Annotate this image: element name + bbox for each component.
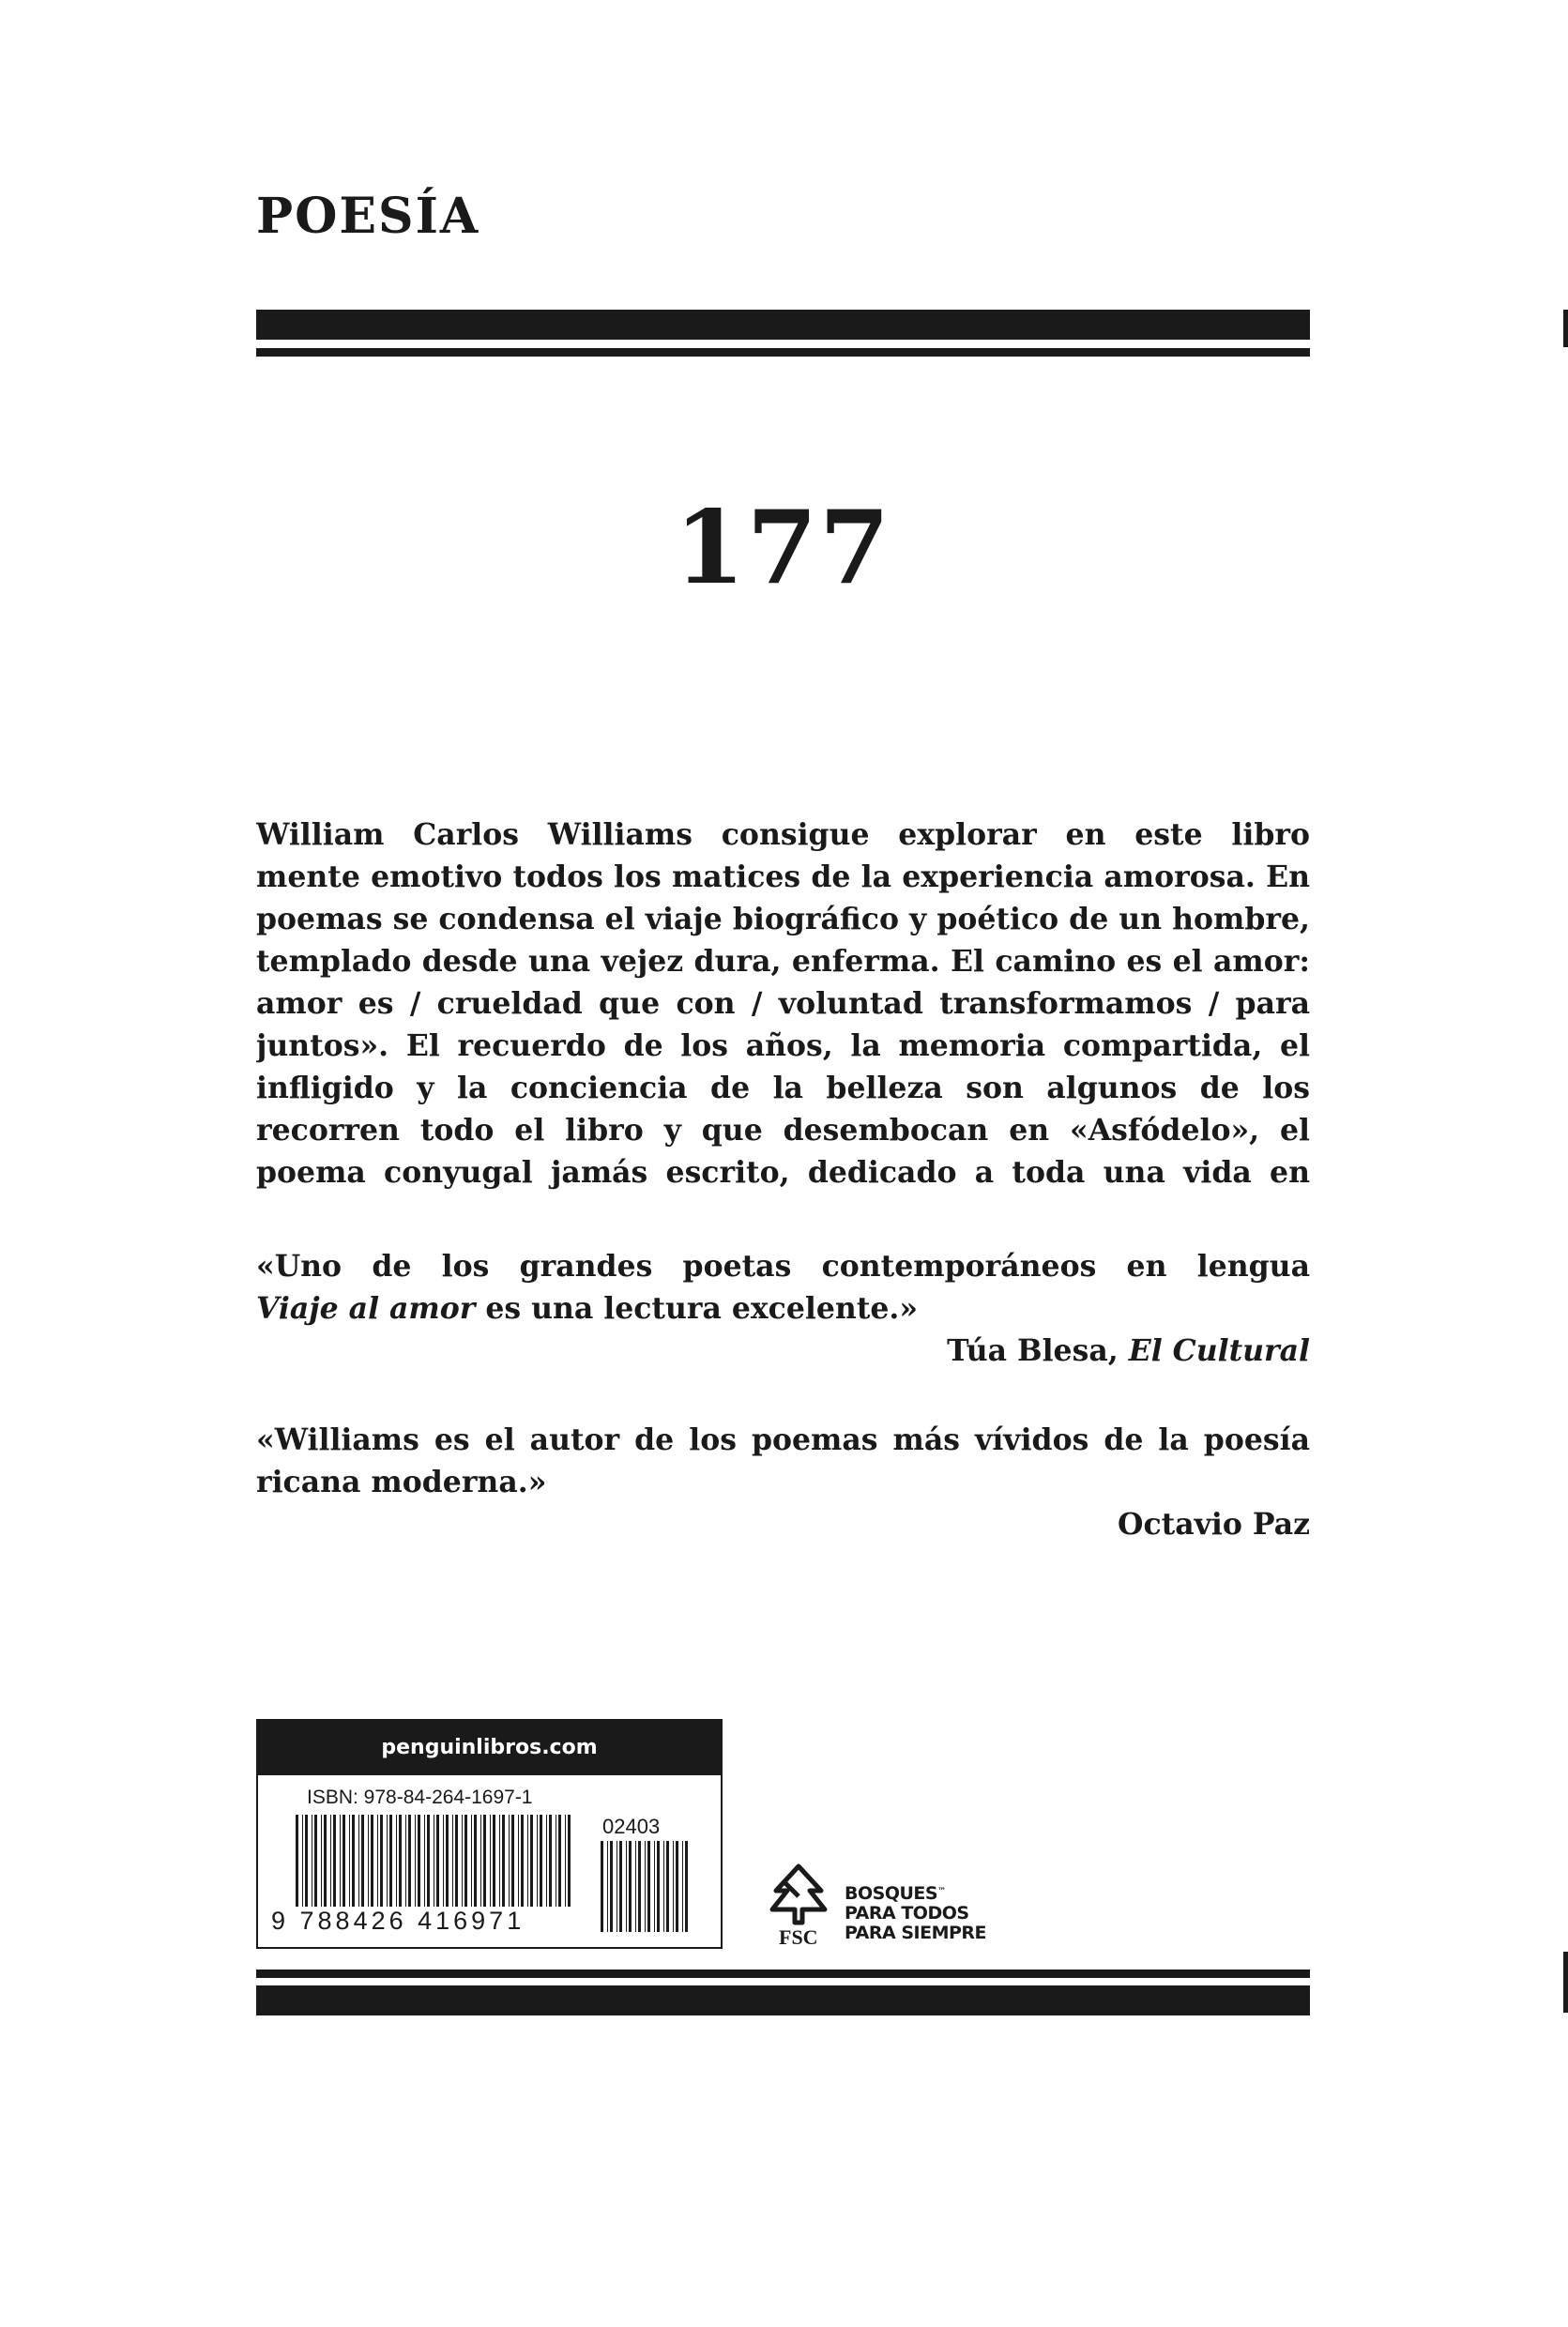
quote-text: es una lectura excelente.» <box>475 1291 919 1326</box>
trim-mark <box>1563 310 1568 347</box>
blurb-line: juntos». El recuerdo de los años, la memoria compartida, el <box>256 1028 1310 1063</box>
quote-line <box>256 1287 1310 1330</box>
review-quote-1 <box>256 1245 1310 1372</box>
quote-line: «Uno de los grandes poetas contemporáneos en lengua <box>256 1249 1310 1284</box>
blurb-line: amor es / crueldad que con / voluntad transformamos / para <box>256 986 1310 1021</box>
isbn-text: ISBN: 978-84-264-1697-1 <box>307 1787 533 1808</box>
top-rule-thin <box>256 348 1310 357</box>
series-number: 177 <box>674 489 892 607</box>
quote-author: Túa Blesa, <box>947 1333 1129 1368</box>
quote-book-title: Viaje al amor <box>256 1291 476 1326</box>
top-rule-thick <box>256 310 1310 340</box>
addon-code: 02403 <box>602 1815 661 1838</box>
fsc-line: PARA TODOS <box>845 1903 969 1924</box>
bottom-rule-thin <box>256 1970 1310 1978</box>
blurb-line: templado desde una vejez dura, enferma. El camino es el amor: <box>256 944 1310 979</box>
bottom-rule-thick <box>256 1985 1310 2015</box>
fsc-slogan <box>845 1884 986 1943</box>
fsc-label: FSC <box>779 1925 818 1949</box>
blurb-line: infligido y la conciencia de la belleza son algunos de los <box>256 1071 1310 1105</box>
quote-line: «Williams es el autor de los poemas más vívidos de la poesía <box>256 1422 1310 1457</box>
blurb-line: recorren todo el libro y que desembocan en «Asfódelo», el <box>256 1113 1310 1148</box>
blurb-line: mente emotivo todos los matices de la experiencia amorosa. En <box>256 859 1310 894</box>
blurb-line: poemas se condensa el viaje biográfico y poético de un hombre, <box>256 902 1310 936</box>
quote-publication: El Cultural <box>1128 1333 1310 1368</box>
quote-line: ricana moderna.» <box>256 1465 547 1499</box>
website-label: penguinlibros.com <box>258 1721 721 1775</box>
barcode-panel <box>256 1719 723 1949</box>
trim-mark <box>1563 1952 1568 2013</box>
blurb <box>256 814 1310 1194</box>
fsc-line: BOSQUES™ <box>845 1883 946 1904</box>
quote-attribution <box>256 1330 1310 1372</box>
series-title: POESÍA <box>256 188 480 245</box>
blurb-line: William Carlos Williams consigue explorar en este libro <box>256 817 1310 852</box>
blurb-line: poema conyugal jamás escrito, dedicado a toda una vida en <box>256 1155 1310 1190</box>
ean-digits: 9 788426 416971 <box>271 1907 525 1935</box>
quote-author: Octavio Paz <box>1118 1507 1310 1542</box>
fsc-line: PARA SIEMPRE <box>845 1923 987 1943</box>
fsc-tree-icon <box>765 1863 832 1926</box>
review-quote-2 <box>256 1419 1310 1545</box>
